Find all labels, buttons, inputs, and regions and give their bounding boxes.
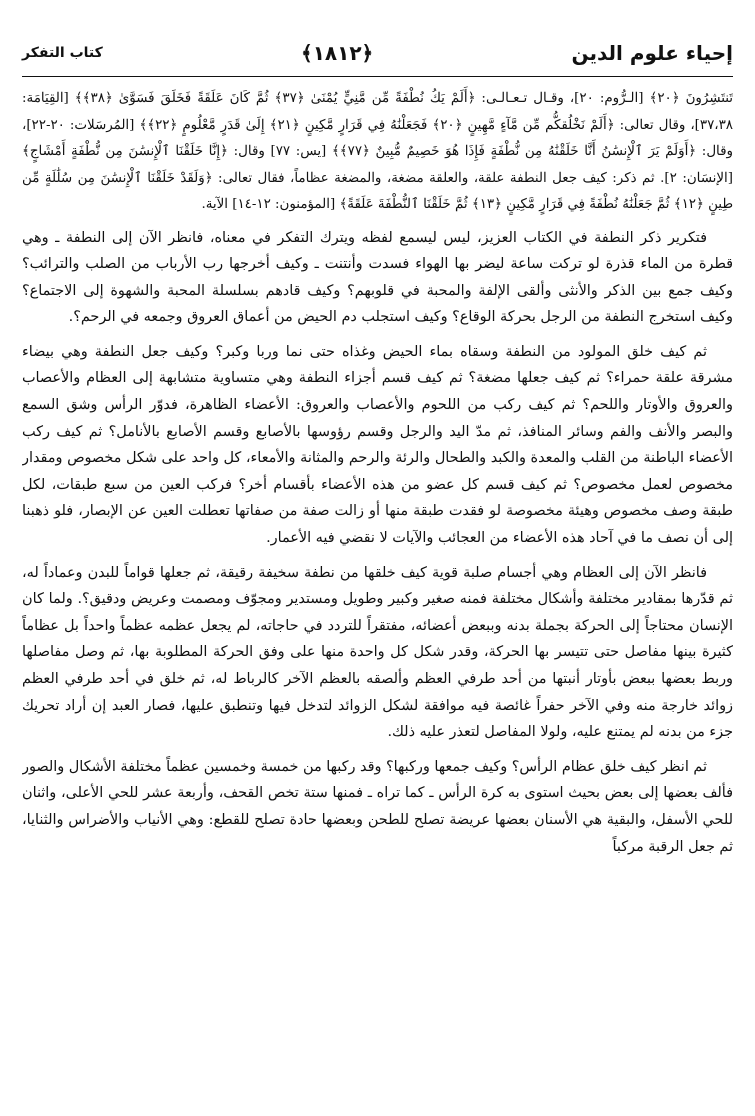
header-divider [22,76,733,77]
paragraph-nutfa-repetition: فتكرير ذكر النطفة في الكتاب العزيز، ليس ليسمع لفظه ويترك التفكر في معناه، فانظر الآن إلى النطفة ـ وهي قطرة من الماء قذرة لو تركت ساعة ليضر بها الهواء فسدت وأنتنت ـ وكيف أخرجها رب الأرباب من الصلب والترائب؟ وكيف جمع بين الذكر والأنثى وألقى الإلفة والمحبة في قلوبهم؟ وكيف قادهم بسلسلة المحبة والشهوة إلى الاجتماع؟ وكيف استخرج النطفة من الرجل بحركة الوقاع؟ وكيف استجلب دم الحيض من أعماق العروق وجمعه في الرحم؟. [22,229,733,326]
page-body [22,86,733,1108]
book-title: إحياء علوم الدين [571,41,733,65]
page-number: ﴿١٨١٢﴾ [300,41,374,65]
quran-citation-block: تَنتَشِرُونَ ﴿٢٠﴾ [الـرُّوم: ٢٠]، وقـال تـعـالـى: ﴿أَلَمْ يَكُ نُطْفَةً مِّن مَّنِيٍّ يُمْنَىٰ ﴿٣٧﴾ ثُمَّ كَانَ عَلَقَةً فَخَلَقَ فَسَوَّىٰ ﴿٣٨﴾﴾ [القِيَامَة: ٣٧،٣٨]، وقال تعالى: ﴿أَلَمْ نَخْلُقكُّم مِّن مَّآءٍ مَّهِينٍ ﴿٢٠﴾ فَجَعَلْنَٰهُ فِي قَرَارٍ مَّكِينٍ ﴿٢١﴾ إِلَىٰ قَدَرٍ مَّعْلُومٍ ﴿٢٢﴾﴾ [المُرسَلات: ٢٠-٢٢]، وقال: ﴿أَوَلَمْ يَرَ ٱلْإِنسَٰنُ أَنَّا خَلَقْنَٰهُ مِن نُّطْفَةٍ فَإِذَا هُوَ خَصِيمٌ مُّبِينٌ ﴿٧٧﴾﴾ [يس: ٧٧] وقال: ﴿إِنَّا خَلَقْنَا ٱلْإِنسَٰنَ مِن نُّطْفَةٍ أَمْشَاجٍ﴾ [الإنسَان: ٢]. ثم ذكر: كيف جعل النطفة علقة، والعلقة مضغة، والمضغة عظاماً، فقال تعالى: ﴿وَلَقَدْ خَلَقْنَا ٱلْإِنسَٰنَ مِن سُلَٰلَةٍ مِّن طِينٍ ﴿١٢﴾ ثُمَّ جَعَلْنَٰهُ نُطْفَةً فِي قَرَارٍ مَّكِينٍ ﴿١٣﴾ ثُمَّ خَلَقْنَا ٱلنُّطْفَةَ عَلَقَةً﴾ [المؤمنون: ١٢-١٤] الآية. [22,91,733,212]
paragraph-creation-stages: ثم كيف خلق المولود من النطفة وسقاه بماء الحيض وغذاه حتى نما وربا وكبر؟ وكيف جعل النطفة وهي بيضاء مشرقة علقة حمراء؟ ثم كيف جعلها مضغة؟ ثم كيف قسم أجزاء النطفة وهي متساوية متشابهة إلى العظام والأعصاب والعروق والأوتار واللحم؟ ثم كيف ركب من اللحوم والأعصاب والعروق: الأعضاء الظاهرة، فدوّر الرأس وشق السمع والبصر والأنف والفم وسائر المنافذ، ثم مدّ اليد والرجل وقسم رؤوسها بالأصابع وقسم الأصابع بالأنامل؟ ثم كيف ركب الأعضاء الباطنة من القلب والمعدة والكبد والطحال والرئة والرحم والمثانة والأمعاء، كل واحد على شكل مخصوص ومقدار مخصوص لعمل مخصوص؟ ثم كيف قسم كل عضو من هذه الأعضاء بأقسام أخر؟ فركب العين من سبع طبقات، لكل طبقة وصف مخصوص وهيئة مخصوصة لو فقدت طبقة منها أو زالت صفة من صفاتها تعطلت العين عن الإبصار، فلو ذهبنا إلى أن نصف ما في آحاد هذه الأعضاء من العجائب والآيات لا نقضي فيه الأعمار. [22,343,733,547]
page-header [22,36,733,70]
paragraph-skull-bones: ثم انظر كيف خلق عظام الرأس؟ وكيف جمعها وركبها؟ وقد ركبها من خمسة وخمسين عظماً مختلفة الأشكال والصور فألف بعضها إلى بعض بحيث استوى به كرة الرأس ـ كما تراه ـ فمنها ستة تخص القحف، وأربعة عشر للحي الأعلى، واثنان للحي الأسفل، والبقية هي الأسنان بعضها عريضة تصلح للطحن وبعضها حادة تصلح للقطع: وهي الأنياب والأضراس والثنايا، ثم جعل الرقبة مركباً [22,758,733,855]
paragraph-bones: فانظر الآن إلى العظام وهي أجسام صلبة قوية كيف خلقها من نطفة سخيفة رقيقة، ثم جعلها قواماً للبدن وعماداً له، ثم قدّرها بمقادير مختلفة وأشكال مختلفة فمنه صغير وكبير وطويل ومستدير ومجوّف ومصمت وعريض ودقيق؟. ولما كان الإنسان محتاجاً إلى الحركة بجملة بدنه وببعض أعضائه، مفتقراً للتردد في حاجاته، لم يجعل عظمه عظماً واحداً بل عظاماً كثيرة بينها مفاصل حتى تتيسر بها الحركة، وقدر شكل كل واحدة منها على وفق الحركة المطلوبة بها، ثم وصل مفاصلها وربط بعضها ببعض بأوتار أنبتها من أحد طرفي العظم وألصقه بالعظم الآخر كالرباط له، ثم خلق في أحد طرفي العظم زوائد خارجة منه وفي الآخر حفراً غائصة فيه موافقة لشكل الزوائد لتدخل فيها وتنطبق عليها، فصار العبد إن أراد تحريك جزء من بدنه لم يمتنع عليه، ولولا المفاصل لتعذر عليه ذلك. [22,564,733,741]
chapter-title: كتاب التفكر [22,45,103,61]
